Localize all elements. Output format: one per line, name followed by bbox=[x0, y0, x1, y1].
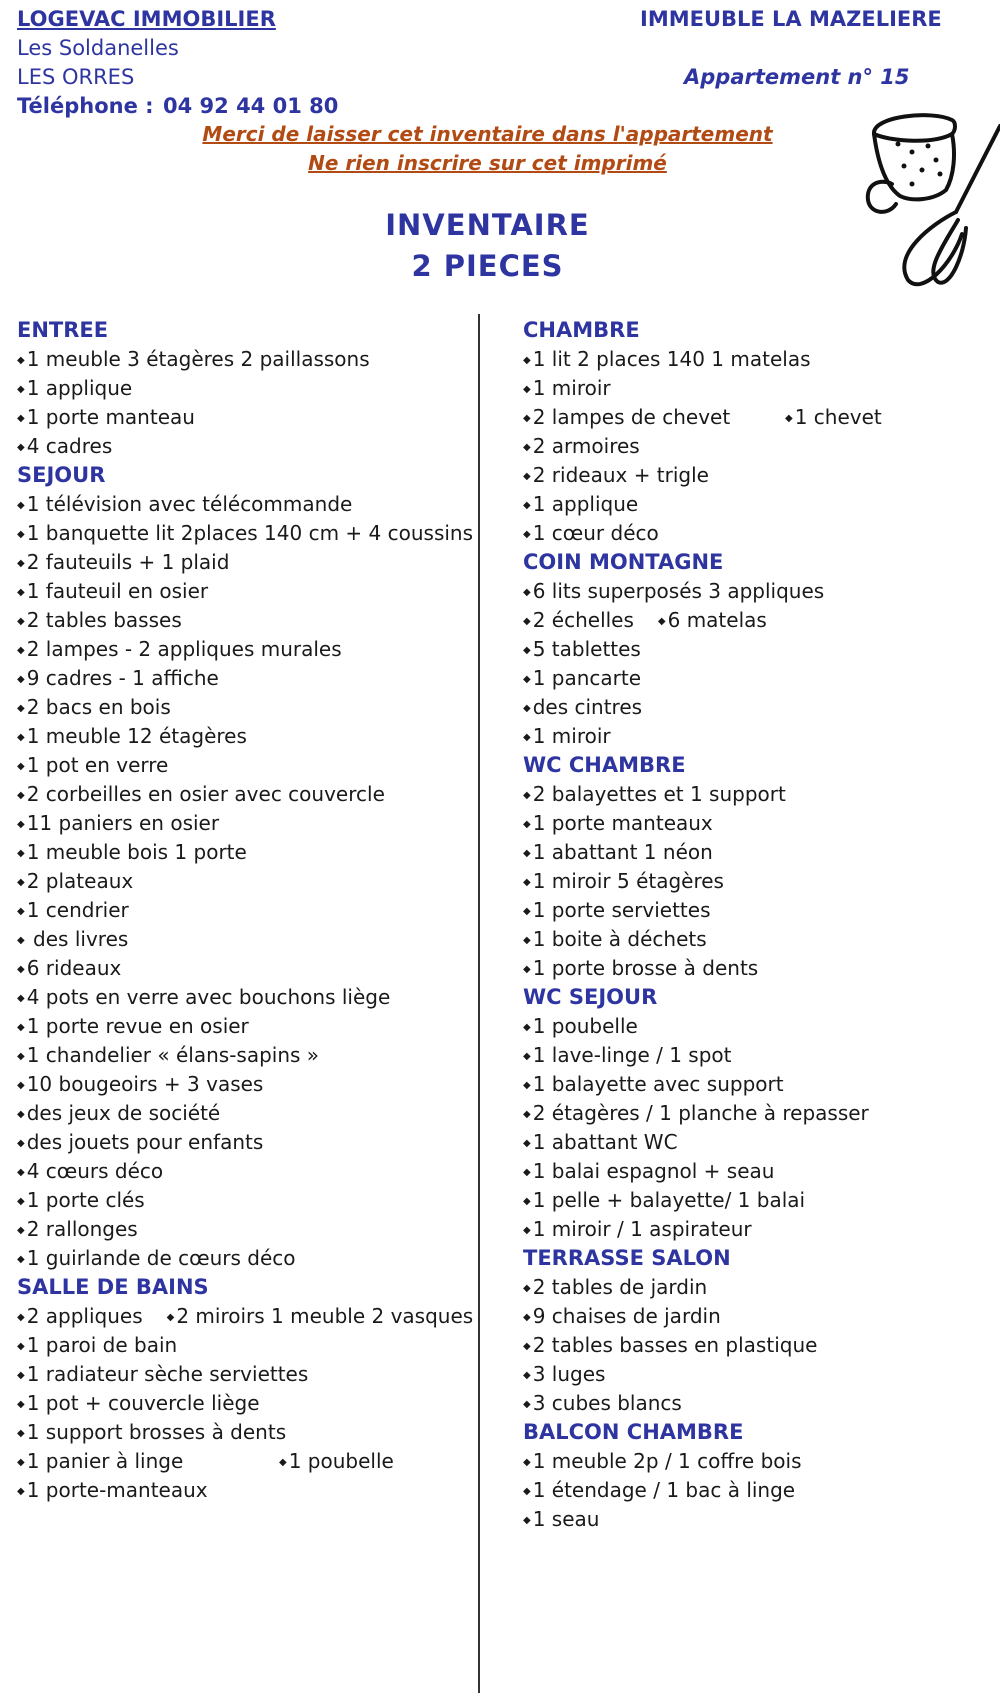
inventory-item: ◆ 1 guirlande de cœurs déco bbox=[17, 1244, 296, 1273]
inventory-row bbox=[17, 867, 472, 896]
inventory-row bbox=[523, 664, 993, 693]
inventory-item: ◆ 1 miroir / 1 aspirateur bbox=[523, 1215, 752, 1244]
phone-number: 04 92 44 01 80 bbox=[163, 94, 339, 118]
section-salle-de-bains bbox=[17, 1273, 472, 1505]
inventory-item: ◆ 1 porte serviettes bbox=[523, 896, 711, 925]
section-coin-montagne bbox=[523, 548, 993, 751]
inventory-item: ◆ 1 porte-manteaux bbox=[17, 1476, 208, 1505]
inventory-item: ◆ 9 chaises de jardin bbox=[523, 1302, 721, 1331]
section-chambre bbox=[523, 316, 993, 548]
inventory-row bbox=[523, 896, 993, 925]
inventory-row bbox=[523, 635, 993, 664]
inventory-row bbox=[523, 722, 993, 751]
inventory-item: ◆ 1 balayette avec support bbox=[523, 1070, 784, 1099]
inventory-item: ◆ 1 pot en verre bbox=[17, 751, 168, 780]
inventory-row bbox=[17, 1215, 472, 1244]
inventory-item: ◆ 1 télévision avec télécommande bbox=[17, 490, 352, 519]
inventory-item: ◆ 2 corbeilles en osier avec couvercle bbox=[17, 780, 385, 809]
inventory-row bbox=[17, 693, 472, 722]
page-subtitle: 2 PIECES bbox=[411, 249, 564, 283]
inventory-item: ◆ 2 échelles bbox=[523, 606, 634, 635]
inventory-row bbox=[17, 1128, 472, 1157]
inventory-row bbox=[523, 1070, 993, 1099]
inventory-row bbox=[523, 1505, 993, 1534]
inventory-item: ◆ 1 abattant 1 néon bbox=[523, 838, 713, 867]
inventory-row bbox=[17, 722, 472, 751]
inventory-row bbox=[523, 1447, 993, 1476]
inventory-row bbox=[17, 519, 472, 548]
inventory-row bbox=[523, 374, 993, 403]
inventory-row bbox=[17, 1244, 472, 1273]
inventory-row bbox=[523, 1186, 993, 1215]
inventory-item: ◆ 2 lampes - 2 appliques murales bbox=[17, 635, 342, 664]
inventory-item: ◆ 6 lits superposés 3 appliques bbox=[523, 577, 824, 606]
inventory-item: ◆ des jeux de société bbox=[17, 1099, 220, 1128]
inventory-row bbox=[523, 1360, 993, 1389]
inventory-row bbox=[17, 1099, 472, 1128]
inventory-item: ◆ 2 rallonges bbox=[17, 1215, 138, 1244]
inventory-row bbox=[17, 1360, 472, 1389]
notice-do-not-write: Ne rien inscrire sur cet imprimé bbox=[308, 151, 667, 175]
inventory-item: ◆ 4 cadres bbox=[17, 432, 112, 461]
inventory-item: ◆ 1 porte manteau bbox=[17, 403, 195, 432]
inventory-item: ◆ 1 poubelle bbox=[523, 1012, 638, 1041]
inventory-item: ◆ des jouets pour enfants bbox=[17, 1128, 263, 1157]
inventory-item: ◆ 3 cubes blancs bbox=[523, 1389, 682, 1418]
inventory-item: ◆ 2 étagères / 1 planche à repasser bbox=[523, 1099, 869, 1128]
inventory-row bbox=[523, 693, 993, 722]
inventory-item: ◆ 4 cœurs déco bbox=[17, 1157, 163, 1186]
inventory-item: ◆ 1 seau bbox=[523, 1505, 599, 1534]
agency-name: LOGEVAC IMMOBILIER bbox=[17, 7, 276, 31]
inventory-row bbox=[17, 490, 472, 519]
inventory-item: ◆ 1 meuble bois 1 porte bbox=[17, 838, 247, 867]
inventory-item: ◆ 1 cendrier bbox=[17, 896, 129, 925]
inventory-item: ◆ 1 pancarte bbox=[523, 664, 641, 693]
inventory-row bbox=[17, 1331, 472, 1360]
inventory-row bbox=[523, 432, 993, 461]
section-title: TERRASSE SALON bbox=[523, 1246, 731, 1270]
inventory-item: ◆ 2 tables basses en plastique bbox=[523, 1331, 817, 1360]
inventory-row bbox=[523, 1331, 993, 1360]
inventory-item: ◆ 1 boite à déchets bbox=[523, 925, 707, 954]
inventory-item: ◆ 2 balayettes et 1 support bbox=[523, 780, 786, 809]
inventory-row bbox=[523, 519, 993, 548]
inventory-row bbox=[523, 867, 993, 896]
inventory-item: ◆ 1 porte revue en osier bbox=[17, 1012, 249, 1041]
inventory-item: ◆ 1 porte clés bbox=[17, 1186, 145, 1215]
inventory-row bbox=[17, 1476, 472, 1505]
inventory-row bbox=[523, 606, 993, 635]
inventory-row bbox=[17, 954, 472, 983]
inventory-item: ◆ 2 miroirs 1 meuble 2 vasques bbox=[167, 1302, 474, 1331]
inventory-row bbox=[17, 780, 472, 809]
section-title: SEJOUR bbox=[17, 463, 106, 487]
inventory-row bbox=[17, 548, 472, 577]
inventory-row bbox=[523, 954, 993, 983]
section-entree bbox=[17, 316, 472, 461]
section-title: CHAMBRE bbox=[523, 318, 640, 342]
section-title: WC CHAMBRE bbox=[523, 753, 686, 777]
inventory-row bbox=[17, 635, 472, 664]
inventory-item: ◆ 5 tablettes bbox=[523, 635, 641, 664]
inventory-item: ◆ 2 lampes de chevet bbox=[523, 403, 730, 432]
inventory-item: ◆ 1 miroir bbox=[523, 374, 611, 403]
section-wc-sejour bbox=[523, 983, 993, 1244]
inventory-item: ◆ 1 cœur déco bbox=[523, 519, 659, 548]
inventory-item: ◆ 2 plateaux bbox=[17, 867, 133, 896]
inventory-row bbox=[523, 577, 993, 606]
inventory-item: ◆ 4 pots en verre avec bouchons liège bbox=[17, 983, 390, 1012]
inventory-item: ◆ 1 miroir 5 étagères bbox=[523, 867, 724, 896]
inventory-row bbox=[17, 432, 472, 461]
apartment-number: Appartement n° 15 bbox=[684, 65, 910, 89]
inventory-item: ◆ 6 rideaux bbox=[17, 954, 121, 983]
inventory-item: ◆ 1 applique bbox=[17, 374, 132, 403]
inventory-item: ◆ 1 chandelier « élans-sapins » bbox=[17, 1041, 319, 1070]
inventory-row bbox=[17, 983, 472, 1012]
inventory-item: ◆ 6 matelas bbox=[658, 606, 767, 635]
section-sejour bbox=[17, 461, 472, 1273]
inventory-left-column bbox=[17, 316, 472, 1505]
section-title: SALLE DE BAINS bbox=[17, 1275, 209, 1299]
inventory-item: ◆ 2 bacs en bois bbox=[17, 693, 171, 722]
inventory-row bbox=[17, 925, 472, 954]
inventory-row bbox=[17, 577, 472, 606]
inventory-item: ◆ 1 radiateur sèche serviettes bbox=[17, 1360, 308, 1389]
inventory-row bbox=[523, 1302, 993, 1331]
inventory-row bbox=[523, 1215, 993, 1244]
column-divider bbox=[478, 314, 480, 1693]
section-wc-chambre bbox=[523, 751, 993, 983]
inventory-row bbox=[17, 1418, 472, 1447]
inventory-row bbox=[17, 1389, 472, 1418]
inventory-row bbox=[17, 1302, 472, 1331]
inventory-item: ◆ 1 meuble 3 étagères 2 paillassons bbox=[17, 345, 370, 374]
inventory-item: ◆ 1 porte manteaux bbox=[523, 809, 713, 838]
inventory-row bbox=[523, 1012, 993, 1041]
inventory-row bbox=[523, 1099, 993, 1128]
inventory-item: ◆ des cintres bbox=[523, 693, 642, 722]
inventory-item: ◆ 1 panier à linge bbox=[17, 1447, 183, 1476]
inventory-item: ◆ 2 armoires bbox=[523, 432, 640, 461]
inventory-row bbox=[523, 1476, 993, 1505]
inventory-item: ◆ 2 appliques bbox=[17, 1302, 143, 1331]
building-name: IMMEUBLE LA MAZELIERE bbox=[640, 7, 942, 31]
inventory-item: ◆ 1 lit 2 places 140 1 matelas bbox=[523, 345, 811, 374]
section-balcon-chambre bbox=[523, 1418, 993, 1534]
inventory-row bbox=[17, 345, 472, 374]
inventory-item: ◆ 1 miroir bbox=[523, 722, 611, 751]
inventory-row bbox=[523, 925, 993, 954]
notice-leave-inventory: Merci de laisser cet inventaire dans l'appartement bbox=[202, 122, 773, 146]
inventory-item: ◆ 1 chevet bbox=[785, 403, 882, 436]
section-terrasse-salon bbox=[523, 1244, 993, 1418]
inventory-row bbox=[523, 345, 993, 374]
inventory-row bbox=[17, 809, 472, 838]
inventory-row bbox=[17, 664, 472, 693]
inventory-row bbox=[17, 374, 472, 403]
section-title: COIN MONTAGNE bbox=[523, 550, 724, 574]
inventory-row bbox=[17, 403, 472, 432]
inventory-row bbox=[523, 403, 993, 432]
inventory-row bbox=[523, 809, 993, 838]
inventory-item: ◆ 1 applique bbox=[523, 490, 638, 519]
inventory-item: ◆ des livres bbox=[17, 925, 128, 954]
inventory-row bbox=[17, 751, 472, 780]
inventory-item: ◆ 1 pot + couvercle liège bbox=[17, 1389, 260, 1418]
inventory-item: ◆ 1 lave-linge / 1 spot bbox=[523, 1041, 731, 1070]
phone-label: Téléphone : bbox=[17, 94, 154, 118]
inventory-row bbox=[17, 1012, 472, 1041]
address-line-1: Les Soldanelles bbox=[17, 36, 179, 60]
section-title: ENTREE bbox=[17, 318, 109, 342]
inventory-item: ◆ 1 balai espagnol + seau bbox=[523, 1157, 774, 1186]
inventory-row bbox=[17, 838, 472, 867]
inventory-item: ◆ 1 étendage / 1 bac à linge bbox=[523, 1476, 795, 1505]
inventory-item: ◆ 1 meuble 12 étagères bbox=[17, 722, 247, 751]
inventory-row bbox=[523, 1128, 993, 1157]
section-title: BALCON CHAMBRE bbox=[523, 1420, 744, 1444]
inventory-row bbox=[523, 1157, 993, 1186]
inventory-item: ◆ 9 cadres - 1 affiche bbox=[17, 664, 219, 693]
page-title: INVENTAIRE bbox=[385, 208, 590, 242]
inventory-row bbox=[523, 1041, 993, 1070]
inventory-row bbox=[523, 1273, 993, 1302]
inventory-item: ◆ 10 bougeoirs + 3 vases bbox=[17, 1070, 263, 1099]
inventory-item: ◆ 1 meuble 2p / 1 coffre bois bbox=[523, 1447, 801, 1476]
inventory-row bbox=[17, 606, 472, 635]
inventory-row bbox=[17, 1041, 472, 1070]
inventory-item: ◆ 2 fauteuils + 1 plaid bbox=[17, 548, 229, 577]
inventory-item: ◆ 2 tables de jardin bbox=[523, 1273, 707, 1302]
inventory-item: ◆ 3 luges bbox=[523, 1360, 605, 1389]
address-line-2: LES ORRES bbox=[17, 65, 135, 89]
inventory-item: ◆ 2 rideaux + trigle bbox=[523, 461, 709, 490]
inventory-item: ◆ 1 banquette lit 2places 140 cm + 4 coussins bbox=[17, 519, 473, 548]
inventory-item: ◆ 2 tables basses bbox=[17, 606, 182, 635]
inventory-item: ◆ 1 pelle + balayette/ 1 balai bbox=[523, 1186, 805, 1215]
inventory-item: ◆ 1 support brosses à dents bbox=[17, 1418, 286, 1447]
inventory-item: ◆ 1 porte brosse à dents bbox=[523, 954, 758, 983]
inventory-item: ◆ 1 abattant WC bbox=[523, 1128, 678, 1157]
inventory-right-column bbox=[523, 316, 993, 1534]
inventory-row bbox=[523, 1389, 993, 1418]
inventory-row bbox=[523, 780, 993, 809]
inventory-row bbox=[17, 1070, 472, 1099]
inventory-row bbox=[17, 1157, 472, 1186]
inventory-item: ◆ 1 paroi de bain bbox=[17, 1331, 177, 1360]
inventory-row bbox=[17, 1186, 472, 1215]
inventory-item: ◆ 11 paniers en osier bbox=[17, 809, 219, 838]
section-title: WC SEJOUR bbox=[523, 985, 658, 1009]
cooking-whisk-bowl-icon bbox=[852, 104, 1000, 294]
inventory-row bbox=[523, 490, 993, 519]
inventory-row bbox=[17, 1447, 472, 1476]
inventory-row bbox=[523, 461, 993, 490]
inventory-item: ◆ 1 poubelle bbox=[279, 1447, 394, 1480]
inventory-row bbox=[17, 896, 472, 925]
inventory-row bbox=[523, 838, 993, 867]
inventory-item: ◆ 1 fauteuil en osier bbox=[17, 577, 208, 606]
